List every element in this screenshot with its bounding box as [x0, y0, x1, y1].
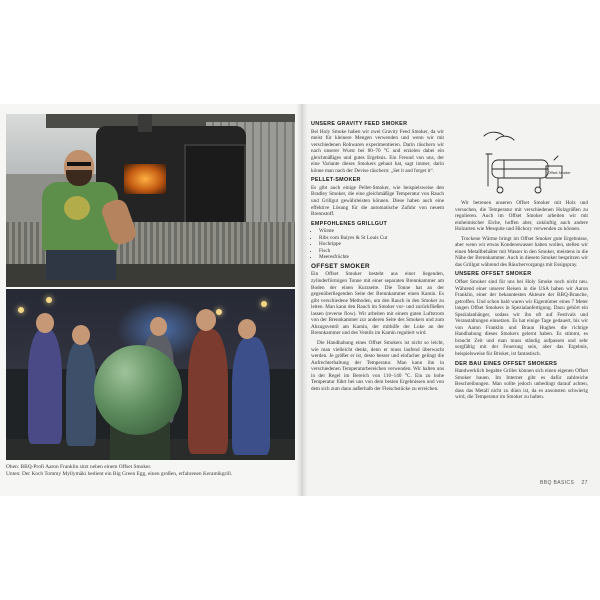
photo-person-head — [196, 309, 216, 331]
heading-recommended-food: EMPFOHLENES GRILLGUT — [311, 220, 388, 227]
photo-big-green-egg-cooks — [6, 289, 295, 460]
heading-build-offset-smoker: DER BAU EINES OFFSET SMOKERS — [455, 360, 558, 367]
paragraph-build-offset-smoker: Handwerklich begabte Griller können sich einen eigenen Offset Smoker bauen. Im Internet gibt es dafür zahlreiche Beschreibungen. Man sollte jedoch unbedingt darauf achten, dass das Metall nicht zu dünn ist, da es ansonsten schwierig wird, die Temperatur im Smoker zu halten. — [455, 368, 588, 401]
paragraph-our-offset-smoker: Offset Smoker sind für uns bei Holy Smoke noch nicht neu. Während einer unserer Reisen in die USA haben wir Aaron Franklin, einer der bekanntesten Akteure der BBQ-Branche, getroffen. Und schon bald waren wir Eigentümer eines 7 Meter langen Offset Smokers in Spezialanfertigung. Dazu gehört ein Spezialanhänger, sodass wir ihn oft auf Festivals und Veranstaltungen einsetzen. Es hat einige Tage gedauert, bis wir von Aaron Franklin und Braun Hughes die richtige Handhabung dieses Smokers gelernt haben. Es stimmt, es braucht Zeit und man muss ständig aufpassen und sehr sorgfältig mit der Feuerung sein, aber das Ergebnis, beispielsweise für Brisket, ist fantastisch. — [455, 279, 588, 358]
paragraph-wood: Wir betreuen unseren Offset Smoker mit Holz und versuchen, die Temperatur mit verschiedenen Holzgrößen zu regulieren. Auch im Offset Smoker arbeiten wir mit einheimischer Eiche, hoffen aber, zukünftig auch andere Holzarten wie Mesquite und Hickory verwenden zu können. — [455, 200, 588, 233]
photo-light — [216, 309, 222, 315]
sketch-label: Offset Smoker — [548, 171, 571, 175]
paragraph-gravity-feed: Bei Holy Smoke haben wir zwei Gravity Feed Smoker, da wir meist für kleinere Mengen verwenden und wenn wir mit verschiedenen Rohwaren experimentieren. Darin räuchern wir nach unserer Wurst bei 80–70 °C und erzielen dabei ein gleichmäßiges und gutes Ergebnis. Ein Freund von uns, der eine Variante dieses Smokers gebaut hat, sagt immer, darin könne man nach der Devise räuchern: „Set it and forget it“. — [311, 128, 444, 174]
photo-person-head — [150, 317, 167, 336]
list-item: • Meeresfrüchte — [319, 254, 444, 261]
paragraph-pellet-smoker: Es gibt auch einige Pellet-Smoker, wie beispielsweise den Bradley Smoker, die eine gleichmäßige Temperatur von Rauch und Grillgut gewährleisten können. Diese haben auch eine effektive Lösung für die automatische Zufuhr von neuem Brennstoff. — [311, 184, 444, 218]
caption-line-top: Oben: BBQ-Profi Aaron Franklin sitzt neben einem Offset Smoker. — [6, 464, 152, 470]
list-item: • Ribs vom Baiyes & St Louis Cut — [319, 235, 444, 242]
photo-person-head — [36, 313, 54, 333]
photo-light — [46, 297, 52, 303]
list-item: • Hochrippe — [319, 241, 444, 248]
photo-smoker-door — [184, 144, 246, 228]
heading-offset-smoker: OFFSET SMOKER — [311, 262, 370, 270]
offset-smoker-sketch — [474, 124, 574, 198]
photo-person-purple-hoodie — [28, 329, 62, 444]
recommended-food-list — [311, 228, 444, 261]
photo-person-head — [72, 325, 90, 345]
text-column-right — [455, 200, 588, 404]
photo-glasses — [67, 162, 91, 166]
photo-shirt-print — [64, 196, 90, 220]
photo-person-seated — [36, 150, 126, 280]
photo-smoker-fire — [124, 164, 166, 194]
paragraph-offset-smoker-1: Ein Offset Smoker besteht aus einer liegenden, zylinderförmigen Tonne mit einer separaten Brennkammer am Boden der einen Kurzseite. Die Tonne hat an der gegenüberliegenden Seite der Brennkammer einen Kamin. Es gibt verschiedene Methoden, um den Rauch in den Smoker zu leiten. Man kann den Rauch im Smoker vor- und zurückfließen lassen (reverse flow). Wir arbeiten mit einem guten Luftstrom von der Brennkammer zur anderen Seite des Smokers und zum Abzugsventil am Kamin, der mithilfe der Luke an der Brennkammer und des Ventils im Kamin reguliert wird. — [311, 271, 444, 337]
paragraph-offset-smoker-2: Die Handhabung eines Offset Smokers ist nicht so leicht, wie man vielleicht denkt, denn er muss laufend überwacht werden. Je größer er ist, desto besser und einfacher gelingt die Aufrechterhaltung der Temperatur. Man kann ihn in verschiedenen Temperaturbereichen verwenden. Wir halten uns in der Regel im Bereich von 110–140 °C. Ein zu hohe Temperatur führt bei uns von dem besten Ergebnissen und von dem sich zum dann außerhalb der Fleischstücke zu erreichen. — [311, 339, 444, 392]
photo-legs — [46, 250, 116, 280]
list-item: • Fisch — [319, 248, 444, 255]
photo-person-head — [238, 319, 256, 339]
footer-section: BBQ BASICS — [540, 480, 575, 486]
paragraph-dry-heat: Trockene Wärme bringt im Offset Smoker gute Ergebnisse, aber wenn wir etwas Kondenswasser haben wollen, stellen wir einen Metallbehälter mit Wasser in den Smoker, meistens in die Nähe der Brennkammer. Auch in diesem Smoker bespritzen wir das Grillgut während des Räuchervorgangs mit Essigspray. — [455, 235, 588, 268]
text-column-left — [311, 118, 444, 395]
photo-person-plaid-shirt — [188, 329, 228, 454]
photo-smoker-chimney — [138, 114, 152, 132]
photo-caption — [6, 464, 296, 478]
page-footer — [540, 480, 588, 486]
heading-gravity-feed: UNSERE GRAVITY FEED SMOKER — [311, 121, 408, 127]
caption-line-bottom: Unten: Der Koch Tommy Myllymäki bedient ein Big Green Egg, einen großen, erfahrenen Keramikgrill. — [6, 471, 233, 477]
photo-light — [261, 301, 267, 307]
list-item: • Würste — [319, 228, 444, 235]
page-number: 27 — [581, 480, 588, 486]
photo-person-chef — [66, 341, 96, 446]
photo-person-blue-shirt — [232, 337, 270, 455]
photo-big-green-egg — [94, 345, 182, 435]
photo-light — [18, 307, 24, 313]
heading-pellet-smoker: PELLET-SMOKER — [311, 177, 361, 184]
photo-aaron-franklin-offset-smoker — [6, 114, 295, 287]
book-gutter — [296, 104, 308, 496]
heading-our-offset-smoker: UNSERE OFFSET SMOKER — [455, 271, 532, 278]
